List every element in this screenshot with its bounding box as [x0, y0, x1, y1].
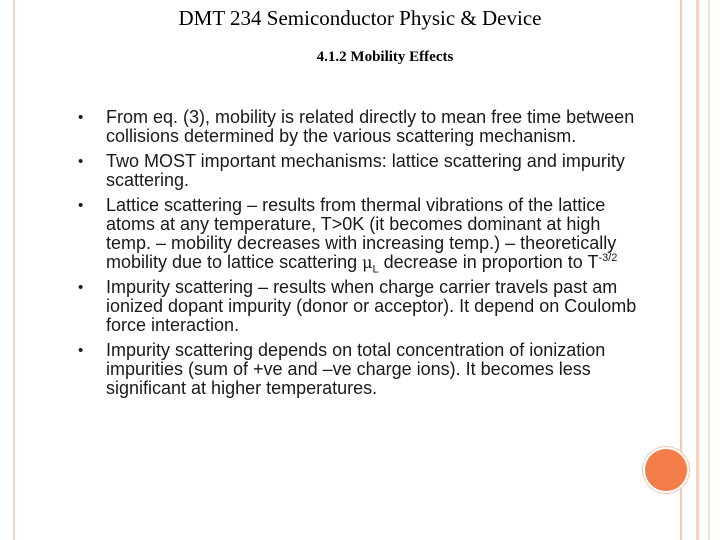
bullet-icon: • — [78, 153, 84, 170]
bullet-text: From eq. (3), mobility is related directly to mean free time between collisions determined by the various scattering mechanism. — [106, 107, 635, 146]
bullet-text: Lattice scattering – results from thermal vibrations of the lattice atoms at any temperature, T>0K (it becomes dominant at high temp. – mobility decreases with increasing temp.) – theoretically mobility due to lattice scattering — [106, 195, 617, 272]
frame-line — [696, 0, 699, 540]
bullet-text: Impurity scattering – results when charge carrier travels past am ionized dopant impurity (donor or acceptor). It depend on Coulomb force interaction. — [106, 277, 637, 335]
temperature-exponent: -3/2 — [598, 252, 618, 264]
bullet-icon: • — [78, 197, 84, 214]
bullet-item — [78, 108, 648, 146]
bullet-text: Impurity scattering depends on total concentration of ionization impurities (sum of +ve and –ve charge ions). It becomes less significant at higher temperatures. — [106, 340, 606, 398]
slide-subtitle: 4.1.2 Mobility Effects — [316, 49, 454, 65]
bullet-item — [78, 152, 648, 190]
bullet-text-middle: decrease in proportion to T — [378, 252, 599, 272]
bullet-item — [78, 278, 648, 335]
slide-frame-left — [0, 0, 15, 540]
mu-subscript: L — [372, 263, 379, 276]
bullet-text: Two MOST important mechanisms: lattice scattering and impurity scattering. — [106, 151, 625, 190]
bullet-icon: • — [78, 109, 84, 126]
mu-symbol: μ — [362, 253, 373, 272]
slide-body — [78, 108, 648, 404]
bullet-item — [78, 195, 648, 276]
slide-title: DMT 234 Semiconductor Physic & Device — [178, 6, 542, 30]
bullet-list — [78, 108, 648, 398]
bullet-icon: • — [78, 342, 84, 359]
bullet-item — [78, 341, 648, 398]
bullet-icon: • — [78, 279, 84, 296]
slide-frame-right — [686, 0, 720, 540]
decorative-circle — [643, 447, 689, 493]
frame-line — [708, 0, 710, 540]
